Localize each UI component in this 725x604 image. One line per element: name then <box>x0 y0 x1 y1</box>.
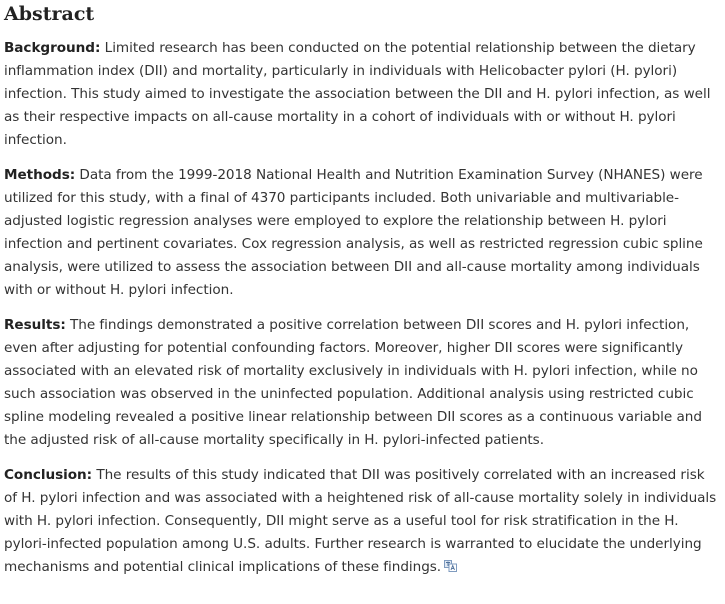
methods-label: Methods: <box>4 167 76 183</box>
conclusion-text: The results of this study indicated that DII was positively correlated with an increased risk of H. pylori infection and was associated with a heightened risk of all-cause mortality solely in individuals with H. pylori infection. Consequently, DII might serve as a useful tool for risk stratification in the H. pylori-infected population among U.S. adults. Further research is warranted to elucidate the underlying mechanisms and potential clinical implications of these findings. <box>4 467 717 575</box>
conclusion-label: Conclusion: <box>4 467 93 483</box>
methods-section <box>4 164 721 302</box>
results-label: Results: <box>4 317 66 333</box>
conclusion-section <box>4 464 721 579</box>
results-text: The findings demonstrated a positive correlation between DII scores and H. pylori infection, even after adjusting for potential confounding factors. Moreover, higher DII scores were significantly associated with an elevated risk of mortality exclusively in individuals with H. pylori infection, while no such association was observed in the uninfected population. Additional analysis using restricted cubic spline modeling revealed a positive linear relationship between DII scores as a continuous variable and the adjusted risk of all-cause mortality specifically in H. pylori-infected patients. <box>4 317 702 448</box>
background-text: Limited research has been conducted on the potential relationship between the dietary inflammation index (DII) and mortality, particularly in individuals with Helicobacter pylori (H. pylori) infection. This study aimed to investigate the association between the DII and H. pylori infection, as well as their respective impacts on all-cause mortality in a cohort of individuals with or without H. pylori infection. <box>4 40 711 148</box>
methods-text: Data from the 1999-2018 National Health and Nutrition Examination Survey (NHANES) were utilized for this study, with a final of 4370 participants included. Both univariable and multivariable-adjusted logistic regression analyses were employed to explore the relationship between H. pylori infection and pertinent covariates. Cox regression analysis, as well as restricted regression cubic spline analysis, were utilized to assess the association between DII and all-cause mortality among individuals with or without H. pylori infection. <box>4 167 703 298</box>
background-section <box>4 37 721 152</box>
translate-icon[interactable] <box>444 557 457 569</box>
results-section <box>4 314 721 452</box>
background-label: Background: <box>4 40 101 56</box>
abstract-heading: Abstract <box>4 3 95 25</box>
